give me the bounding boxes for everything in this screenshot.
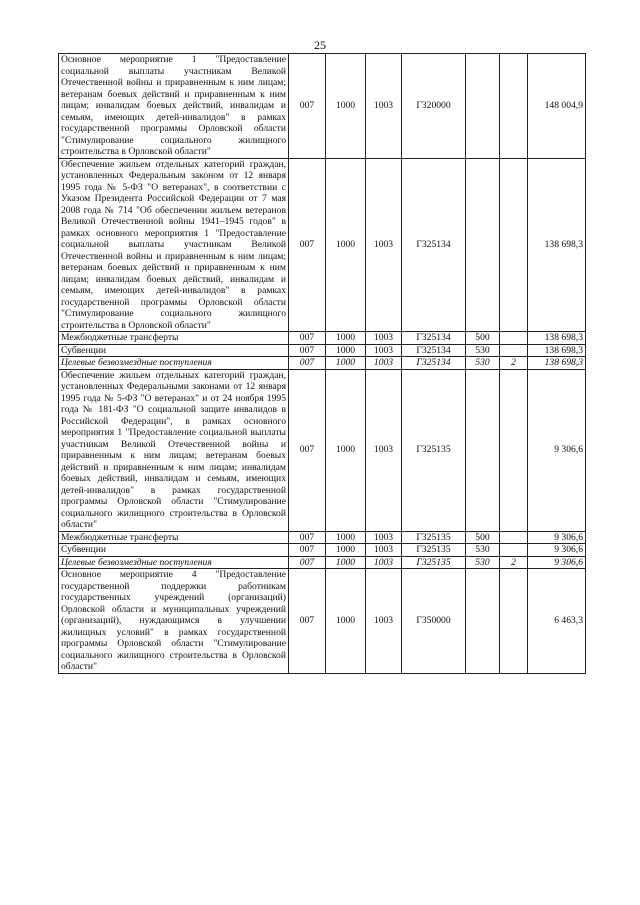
subsection-code-cell: 1003 [366, 544, 402, 557]
subsection-code-cell: 1003 [366, 54, 402, 159]
table-row [59, 332, 586, 345]
expense-type-cell: 530 [466, 357, 500, 370]
grbs-code-cell: 007 [289, 531, 326, 544]
section-code-cell: 1000 [326, 344, 366, 357]
subsection-code-cell: 1003 [366, 357, 402, 370]
section-code-cell: 1000 [326, 369, 366, 531]
source-code-cell [500, 369, 528, 531]
expense-type-cell [466, 569, 500, 674]
target-article-cell: Г325134 [402, 357, 466, 370]
target-article-cell: Г325134 [402, 332, 466, 345]
row-name-cell: Целевые безвозмездные поступления [59, 556, 289, 569]
section-code-cell: 1000 [326, 556, 366, 569]
row-name-cell: Основное мероприятие 4 "Предоставление государственной поддержки работникам государственных учреждений (организаций) Орловской области и муниципальных учреждений (организаций), нуждающимся в улучшении жилищных условий" в рамках государственной программы Орловской области "Стимулирование социального жилищного строительства в Орловской области" [59, 569, 289, 674]
section-code-cell: 1000 [326, 332, 366, 345]
row-name-cell: Субвенции [59, 544, 289, 557]
table-row [59, 544, 586, 557]
source-code-cell [500, 54, 528, 159]
source-code-cell [500, 332, 528, 345]
section-code-cell: 1000 [326, 54, 366, 159]
grbs-code-cell: 007 [289, 54, 326, 159]
amount-cell: 138 698,3 [528, 332, 586, 345]
amount-cell: 138 698,3 [528, 158, 586, 332]
grbs-code-cell: 007 [289, 369, 326, 531]
subsection-code-cell: 1003 [366, 556, 402, 569]
table-row [59, 158, 586, 332]
expense-type-cell [466, 158, 500, 332]
amount-cell: 138 698,3 [528, 344, 586, 357]
expense-type-cell [466, 369, 500, 531]
grbs-code-cell: 007 [289, 344, 326, 357]
source-code-cell: 2 [500, 357, 528, 370]
table-row [59, 531, 586, 544]
section-code-cell: 1000 [326, 531, 366, 544]
target-article-cell: Г320000 [402, 54, 466, 159]
section-code-cell: 1000 [326, 357, 366, 370]
row-name-cell: Обеспечение жильем отдельных категорий граждан, установленных Федеральным законом от 12 января 1995 года № 5-ФЗ "О ветеранах", в соответствии с Указом Президента Российской Федерации от 7 мая 2008 года № 714 "Об обеспечении жильем ветеранов Великой Отечественной войны 1941–1945 годов" в рамках основного мероприятия 1 "Предоставление социальной выплаты участникам Великой Отечественной войны и приравненным к ним лицам; ветеранам боевых действий и приравненным к ним лицам; инвалидам боевых действий, инвалидам и семьям, имеющих детей-инвалидов" в рамках государственной программы Орловской области "Стимулирование социального жилищного строительства в Орловской области" [59, 158, 289, 332]
expense-type-cell: 500 [466, 332, 500, 345]
table-row [59, 54, 586, 159]
grbs-code-cell: 007 [289, 569, 326, 674]
source-code-cell [500, 569, 528, 674]
target-article-cell: Г325135 [402, 556, 466, 569]
source-code-cell [500, 531, 528, 544]
subsection-code-cell: 1003 [366, 158, 402, 332]
amount-cell: 6 463,3 [528, 569, 586, 674]
target-article-cell: Г325134 [402, 158, 466, 332]
target-article-cell: Г325135 [402, 531, 466, 544]
expense-type-cell [466, 54, 500, 159]
row-name-cell: Целевые безвозмездные поступления [59, 357, 289, 370]
section-code-cell: 1000 [326, 569, 366, 674]
grbs-code-cell: 007 [289, 332, 326, 345]
budget-table [58, 53, 586, 674]
subsection-code-cell: 1003 [366, 344, 402, 357]
section-code-cell: 1000 [326, 544, 366, 557]
subsection-code-cell: 1003 [366, 569, 402, 674]
table-row [59, 569, 586, 674]
expense-type-cell: 530 [466, 344, 500, 357]
row-name-cell: Основное мероприятие 1 "Предоставление социальной выплаты участникам Великой Отечественной войны и приравненным к ним лицам; ветеранам боевых действий и приравненным к ним лицам; инвалидам боевых действий, инвалидам и семьям, имеющих детей-инвалидов" в рамках государственной программы Орловской области "Стимулирование социального жилищного строительства в Орловской области" [59, 54, 289, 159]
target-article-cell: Г350000 [402, 569, 466, 674]
grbs-code-cell: 007 [289, 544, 326, 557]
amount-cell: 9 306,6 [528, 369, 586, 531]
expense-type-cell: 500 [466, 531, 500, 544]
amount-cell: 9 306,6 [528, 544, 586, 557]
target-article-cell: Г325135 [402, 369, 466, 531]
source-code-cell [500, 544, 528, 557]
expense-type-cell: 530 [466, 556, 500, 569]
amount-cell: 9 306,6 [528, 556, 586, 569]
subsection-code-cell: 1003 [366, 369, 402, 531]
grbs-code-cell: 007 [289, 357, 326, 370]
table-row [59, 556, 586, 569]
row-name-cell: Обеспечение жильем отдельных категорий граждан, установленных Федеральными законами от 12 января 1995 года № 5-ФЗ "О ветеранах" и от 24 ноября 1995 года № 181-ФЗ "О социальной защите инвалидов в Российской Федерации", в рамках основного мероприятия 1 "Предоставление социальной выплаты участникам Великой Отечественной войны и приравненным к ним лицам; ветеранам боевых действий и приравненным к ним лицам; инвалидам боевых действий, инвалидам и семьям, имеющих детей-инвалидов" в рамках государственной программы Орловской области "Стимулирование социального жилищного строительства в Орловской области" [59, 369, 289, 531]
page-number: 25 [314, 38, 326, 52]
amount-cell: 138 698,3 [528, 357, 586, 370]
grbs-code-cell: 007 [289, 158, 326, 332]
amount-cell: 9 306,6 [528, 531, 586, 544]
expense-type-cell: 530 [466, 544, 500, 557]
target-article-cell: Г325134 [402, 344, 466, 357]
amount-cell: 148 004,9 [528, 54, 586, 159]
row-name-cell: Субвенции [59, 344, 289, 357]
source-code-cell: 2 [500, 556, 528, 569]
subsection-code-cell: 1003 [366, 531, 402, 544]
section-code-cell: 1000 [326, 158, 366, 332]
row-name-cell: Межбюджетные трансферты [59, 332, 289, 345]
subsection-code-cell: 1003 [366, 332, 402, 345]
grbs-code-cell: 007 [289, 556, 326, 569]
source-code-cell [500, 344, 528, 357]
row-name-cell: Межбюджетные трансферты [59, 531, 289, 544]
source-code-cell [500, 158, 528, 332]
table-row [59, 357, 586, 370]
table-row [59, 369, 586, 531]
target-article-cell: Г325135 [402, 544, 466, 557]
table-row [59, 344, 586, 357]
